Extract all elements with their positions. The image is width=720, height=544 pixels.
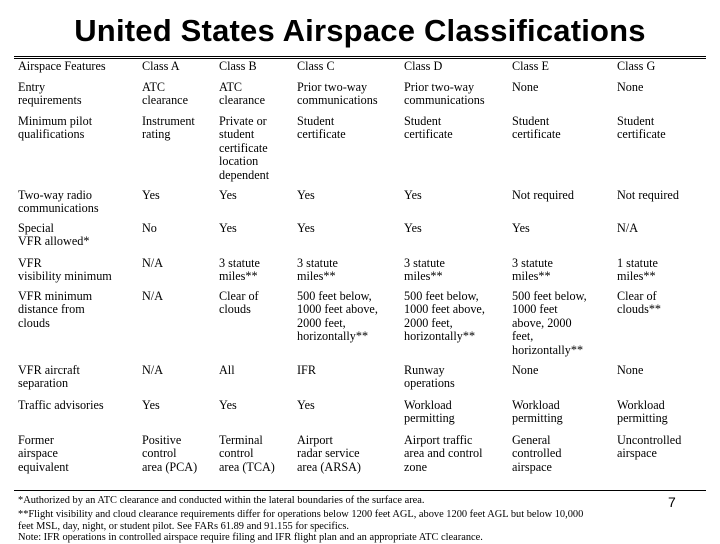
table-cell-class-d: Yes: [404, 221, 422, 235]
table-cell-class-a: Yes: [142, 398, 160, 412]
footnote: **Flight visibility and cloud clearance requirements differ for operations below 1200 feet AGL, above 1200 feet AGL but below 10,000 feet MSL, day, night, or student pilot. See FARs 61.89 and 91.155 for specifics.: [18, 509, 584, 532]
row-label: VFR minimum distance from clouds: [18, 289, 93, 330]
row-label: Two-way radio communications: [18, 188, 99, 216]
table-cell-class-d: 3 statute miles**: [404, 256, 445, 284]
table-cell-class-b: Yes: [219, 188, 237, 202]
table-cell-class-a: N/A: [142, 256, 163, 270]
header-class-e: Class E: [512, 59, 549, 73]
table-cell-class-a: N/A: [142, 289, 163, 303]
table-cell-class-b: Terminal control area (TCA): [219, 433, 275, 474]
table-cell-class-a: N/A: [142, 363, 163, 377]
table-cell-class-g: Clear of clouds**: [617, 289, 662, 317]
table-cell-class-g: 1 statute miles**: [617, 256, 658, 284]
table-cell-class-b: 3 statute miles**: [219, 256, 260, 284]
table-cell-class-g: Uncontrolled airspace: [617, 433, 682, 461]
table-cell-class-g: N/A: [617, 221, 638, 235]
footnote: Note: IFR operations in controlled airspace require filing and IFR flight plan and an appropriate ATC clearance.: [18, 532, 483, 543]
table-cell-class-a: ATC clearance: [142, 80, 188, 108]
page-number: 7: [668, 494, 676, 510]
table-cell-class-e: Not required: [512, 188, 574, 202]
table-cell-class-g: Workload permitting: [617, 398, 668, 426]
row-label: Special VFR allowed*: [18, 221, 90, 249]
title-underline: [14, 56, 706, 57]
table-cell-class-c: IFR: [297, 363, 316, 377]
table-cell-class-c: Prior two-way communications: [297, 80, 378, 108]
table-cell-class-g: None: [617, 363, 644, 377]
header-feature: Airspace Features: [18, 59, 106, 73]
table-cell-class-d: Workload permitting: [404, 398, 455, 426]
table-cell-class-c: Yes: [297, 221, 315, 235]
table-cell-class-a: Instrument rating: [142, 114, 195, 142]
table-cell-class-d: Student certificate: [404, 114, 453, 142]
table-cell-class-e: General controlled airspace: [512, 433, 562, 474]
page-title: United States Airspace Classifications: [74, 13, 646, 48]
table-cell-class-b: Clear of clouds: [219, 289, 259, 317]
table-cell-class-d: Airport traffic area and control zone: [404, 433, 483, 474]
table-top-border: [14, 58, 706, 59]
header-class-d: Class D: [404, 59, 443, 73]
row-label: Traffic advisories: [18, 398, 104, 412]
table-cell-class-g: None: [617, 80, 644, 94]
table-cell-class-g: Student certificate: [617, 114, 666, 142]
table-cell-class-e: Workload permitting: [512, 398, 563, 426]
table-cell-class-b: All: [219, 363, 235, 377]
table-cell-class-e: 3 statute miles**: [512, 256, 553, 284]
header-class-c: Class C: [297, 59, 335, 73]
table-cell-class-a: Yes: [142, 188, 160, 202]
row-label: VFR aircraft separation: [18, 363, 80, 391]
table-cell-class-c: Student certificate: [297, 114, 346, 142]
table-cell-class-b: Private or student certificate location dependent: [219, 114, 270, 182]
table-cell-class-e: None: [512, 80, 539, 94]
header-class-a: Class A: [142, 59, 180, 73]
table-cell-class-e: Student certificate: [512, 114, 561, 142]
table-cell-class-a: No: [142, 221, 157, 235]
table-cell-class-d: Prior two-way communications: [404, 80, 485, 108]
row-label: Minimum pilot qualifications: [18, 114, 93, 142]
table-cell-class-c: Yes: [297, 398, 315, 412]
table-cell-class-e: 500 feet below, 1000 feet above, 2000 feet, horizontally**: [512, 289, 587, 357]
table-cell-class-d: Yes: [404, 188, 422, 202]
table-cell-class-d: Runway operations: [404, 363, 455, 391]
row-label: Former airspace equivalent: [18, 433, 69, 474]
row-label: Entry requirements: [18, 80, 82, 108]
table-cell-class-c: Yes: [297, 188, 315, 202]
table-cell-class-b: Yes: [219, 221, 237, 235]
footnote-separator: [14, 490, 706, 491]
header-class-g: Class G: [617, 59, 656, 73]
row-label: VFR visibility minimum: [18, 256, 112, 284]
table-cell-class-c: Airport radar service area (ARSA): [297, 433, 361, 474]
table-cell-class-c: 3 statute miles**: [297, 256, 338, 284]
table-cell-class-b: Yes: [219, 398, 237, 412]
table-cell-class-d: 500 feet below, 1000 feet above, 2000 feet, horizontally**: [404, 289, 485, 344]
table-cell-class-b: ATC clearance: [219, 80, 265, 108]
header-class-b: Class B: [219, 59, 257, 73]
footnote: *Authorized by an ATC clearance and conducted within the lateral boundaries of the surface area.: [18, 495, 425, 506]
table-cell-class-g: Not required: [617, 188, 679, 202]
table-cell-class-a: Positive control area (PCA): [142, 433, 198, 474]
table-cell-class-e: None: [512, 363, 539, 377]
table-cell-class-c: 500 feet below, 1000 feet above, 2000 feet, horizontally**: [297, 289, 378, 344]
table-cell-class-e: Yes: [512, 221, 530, 235]
